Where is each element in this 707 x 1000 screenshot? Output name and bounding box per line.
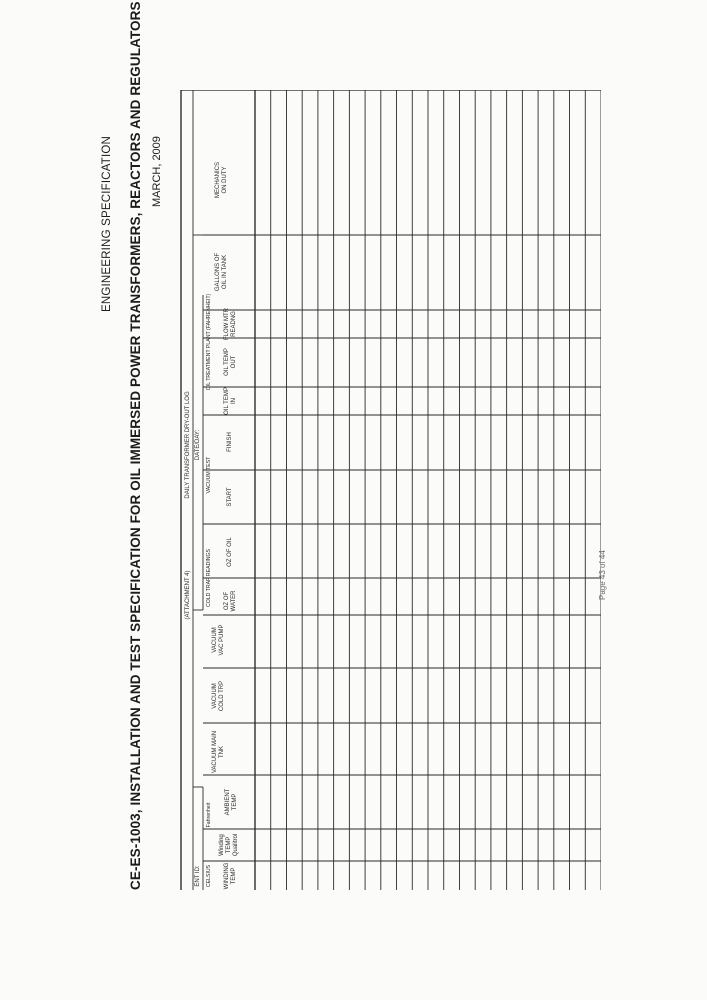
col-mechanics-on-duty: MECHANICSON DUTY [215, 161, 228, 199]
col-winding-temp-qualitrol: WindingTEMPQualitrol [219, 833, 239, 857]
col-ambient-temp: AMBIENTTEMP [225, 788, 238, 816]
vacuum-test-group-header: VACUUM TEST [206, 456, 212, 494]
rotated-document-page [93, 1, 607, 890]
col-vacuum-start: START [227, 487, 233, 507]
log-title: DAILY TRANSFORMER DRY-OUT LOG [185, 391, 191, 499]
col-flow-meter-reading: FLOW MTRREADNG [224, 308, 237, 340]
col-winding-temp: WINDINGTEMP [224, 862, 237, 890]
col-vacuum-vac-pump: VACUUMVAC PUMP [212, 624, 225, 656]
attachment-label: (ATTACHMENT 4) [185, 570, 191, 620]
cold-trap-group-header: COLD TRAP READINGS [206, 548, 212, 608]
document-date: MARCH, 2009 [151, 136, 163, 207]
col-vacuum-finish: FINISH [227, 432, 233, 452]
document-title: CE-ES-1003, INSTALLATION AND TEST SPECIFICATION FOR OIL IMMERSED POWER TRANSFORMERS, REACTORS AND REGULATORS [128, 1, 143, 890]
column-headers [212, 162, 239, 889]
col-vacuum-cold-trap: VACUUMCOLD TRP [212, 680, 225, 712]
celsius-group-header: CELSIUS [206, 864, 212, 888]
form-grid-lines [181, 90, 601, 890]
id-field-label: ENT ID: [195, 865, 201, 887]
date-day-field: DATE/DAY: [195, 429, 201, 461]
col-oil-temp-out: OIL TEMPOUT [224, 348, 237, 376]
page-number: Page 43 of 44 [598, 550, 607, 600]
col-oz-of-oil: OZ OF OIL [227, 537, 233, 567]
oil-treatment-group-header: OIL TREATMENT PLANT (FAHRENHEIT) [206, 293, 212, 391]
col-vacuum-main-tank: VACUUM MAINTNK [212, 730, 225, 774]
col-oz-of-water: OZ OFWATER [224, 590, 237, 612]
col-oil-temp-in: OIL TEMPIN [224, 387, 237, 415]
dry-out-log-form [93, 90, 601, 890]
col-gallons-of-oil: GALLONS OFOIL IN TANK [215, 252, 228, 292]
fahrenheit-group-header: Fahrenheit [206, 802, 212, 828]
spec-label: ENGINEERING SPECIFICATION [101, 135, 113, 312]
